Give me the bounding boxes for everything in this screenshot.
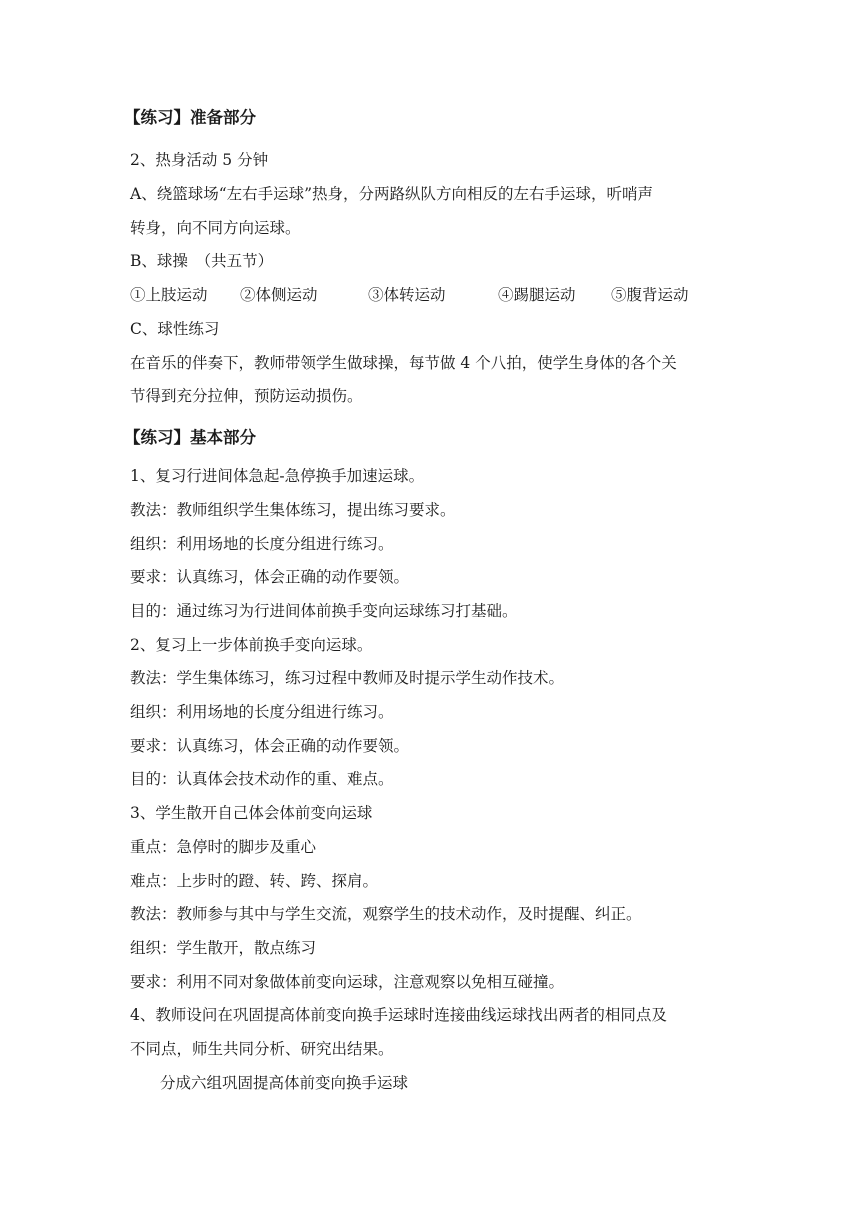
text-line: 教法：教师参与其中与学生交流，观察学生的技术动作，及时提醒、纠正。 <box>130 905 642 923</box>
ball-exercise-item: ⑤腹背运动 <box>611 286 689 304</box>
text-line: 要求：利用不同对象做体前变向运球，注意观察以免相互碰撞。 <box>130 973 565 991</box>
text-line: 3、学生散开自己体会体前变向运球 <box>130 804 373 822</box>
text-line: 教法：教师组织学生集体练习，提出练习要求。 <box>130 501 456 519</box>
text-line: 组织：学生散开，散点练习 <box>130 939 317 957</box>
text-line: 要求：认真练习，体会正确的动作要领。 <box>130 568 410 586</box>
text-line: 1、复习行进间体急起-急停换手加速运球。 <box>130 467 425 485</box>
ball-exercise-list <box>130 285 689 305</box>
text-line: 组织：利用场地的长度分组进行练习。 <box>130 535 394 553</box>
text-line: 2、复习上一步体前换手变向运球。 <box>130 636 373 654</box>
text-line: 目的：认真体会技术动作的重、难点。 <box>130 770 394 788</box>
text-line: 不同点，师生共同分析、研究出结果。 <box>130 1040 394 1058</box>
ball-exercise-item: ④踢腿运动 <box>498 286 576 304</box>
text-line: 教法：学生集体练习，练习过程中教师及时提示学生动作技术。 <box>130 669 565 687</box>
text-line: 重点：急停时的脚步及重心 <box>130 838 317 856</box>
ball-exercise-item: ②体侧运动 <box>240 286 318 304</box>
paragraph-warmup: 2、热身活动 5 分钟 <box>130 151 269 169</box>
paragraph-warmup-a-line1: A、绕篮球场“左右手运球”热身，分两路纵队方向相反的左右手运球，听哨声 <box>130 185 654 203</box>
section-heading-preparation: 【练习】准备部分 <box>124 108 256 127</box>
text-line: 4、教师设问在巩固提高体前变向换手运球时连接曲线运球找出两者的相同点及 <box>130 1006 667 1024</box>
paragraph-ball-sense-line2: 节得到充分拉伸，预防运动损伤。 <box>130 387 363 405</box>
paragraph-ball-sense: C、球性练习 <box>130 320 220 338</box>
paragraph-ball-exercise: B、球操 （共五节） <box>130 252 274 270</box>
ball-exercise-item: ①上肢运动 <box>130 286 208 304</box>
paragraph-ball-sense-line1: 在音乐的伴奏下，教师带领学生做球操，每节做 4 个八拍，使学生身体的各个关 <box>130 354 677 372</box>
text-line: 组织：利用场地的长度分组进行练习。 <box>130 703 394 721</box>
paragraph-warmup-a-line2: 转身，向不同方向运球。 <box>130 219 301 237</box>
ball-exercise-item: ③体转运动 <box>368 286 446 304</box>
text-line: 难点：上步时的蹬、转、跨、探肩。 <box>130 872 379 890</box>
text-line: 目的：通过练习为行进间体前换手变向运球练习打基础。 <box>130 602 518 620</box>
section-heading-basic: 【练习】基本部分 <box>124 428 256 447</box>
paragraph-last: 分成六组巩固提高体前变向换手运球 <box>160 1074 409 1092</box>
text-line: 要求：认真练习，体会正确的动作要领。 <box>130 737 410 755</box>
